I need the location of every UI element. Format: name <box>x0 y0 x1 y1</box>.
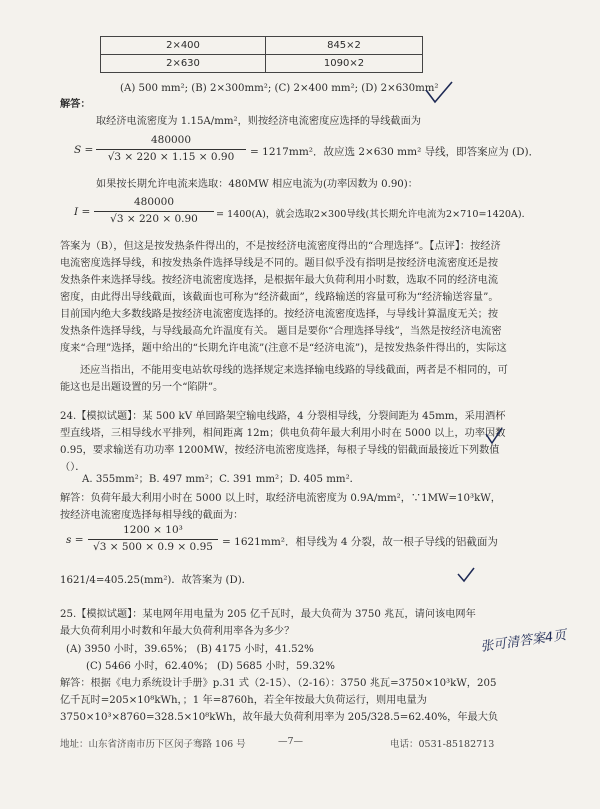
formula-result: = 1217mm²．故应选 2×630 mm² 导线，即答案应为 (D)． <box>250 146 540 158</box>
formula-result: = 1621mm²．相导线为 4 分裂，故一根子导线的铝截面为 <box>222 536 498 548</box>
table-row <box>101 37 423 55</box>
footer-phone: 电话：0531-85182713 <box>390 739 495 750</box>
answer-paragraph: 解答：根据《电力系统设计手册》p.31 式（2-15）、（2-16）：3750 兆瓦=3750×10³kW，205 亿千瓦时=205×10⁸kWh，；1 年=8760h，若全年按最大负荷运行，则用电量为 3750×10³×8760=328.5×10⁸kWh，故年最大负荷利用率为 205/328.5=62.40%，年最大负 <box>60 678 499 723</box>
formula-area <box>60 524 520 560</box>
checkmark-icon <box>484 426 504 446</box>
formula-area <box>60 196 532 232</box>
page-number: —7— <box>278 736 304 747</box>
formula-numerator: 480000 <box>133 196 175 208</box>
answer-label: 解答： <box>60 98 91 110</box>
formula-result: = 1400(A)，就会选取2×300导线(其长期允许电流为2×710=1420A)． <box>216 209 532 220</box>
formula-lhs: S = <box>74 144 94 156</box>
answer-paragraph: 解答：负荷年最大利用小时在 5000 以上时，取经济电流密度为 0.9A/mm²，∵1MW=10³kW，按经济电流密度选择每相导线的截面为： <box>60 493 501 521</box>
question-options: (C) 5466 小时，62.40%； (D) 5685 小时，59.32% <box>86 661 335 672</box>
question-options: (A) 500 mm²; (B) 2×300mm²; (C) 2×400 mm²; (D) 2×630mm² <box>120 83 439 94</box>
commentary-paragraph: 答案为（B），但这是按发热条件得出的，不是按经济电流密度得出的“合理选择”。【点评】：按经济电流密度选择导线，和按发热条件选择导线是不同的。题目似乎没有指明是按经济电流密度还是按发热条件来选择导线。按经济电流密度选择，是根据年最大负荷利用小时数，选取不同的经济电流密度，由此得出导线截面，该截面也可称为“经济截面”，线路输送的容量可称为“经济输送容量”。目前国内绝大多数线路是按经济电流密度选择的。按经济电流密度选择，与导线计算温度无关；按发热条件选择导线，与导线最高允许温度有关。 题目是要你“合理选择导线”，当然是按经济电流密度来“合理”选择，题中给出的“长期允许电流”(注意不是“经济电流”)，是按发热条件得出的，实际这 <box>60 241 507 354</box>
formula-numerator: 1200 × 10³ <box>123 524 183 536</box>
answer-conclusion: 1621/4=405.25(mm²)．故答案为 (D)． <box>60 575 252 586</box>
question-25-heading: 25.【模拟试题】：某电网年用电量为 205 亿千瓦时，最大负荷为 3750 兆瓦，请问该电网年最大负荷利用小时数和年最大负荷利用率各为多少？ <box>60 609 476 637</box>
formula-area <box>60 134 540 170</box>
table-cell-section: 2×400 <box>101 37 266 55</box>
table-cell-ampacity: 1090×2 <box>266 55 423 73</box>
footer-address: 地址：山东省济南市历下区闵子骞路 106 号 <box>60 739 246 750</box>
table-cell-section: 2×630 <box>101 55 266 73</box>
question-options: (A) 3950 小时，39.65%； (B) 4175 小时，41.52% <box>66 644 314 655</box>
fraction-bar <box>88 539 218 540</box>
table-row <box>101 55 423 73</box>
formula-lhs: I = <box>74 206 91 218</box>
question-options: A. 355mm²；B. 497 mm²；C. 391 mm²；D. 405 mm²． <box>82 474 360 485</box>
question-24-heading: 24.【模拟试题】：某 500 kV 单回路架空输电线路，4 分裂相导线，分裂间距为 45mm，采用酒杯型直线塔，三相导线水平排列，相间距离 12m；供电负荷年最大利用小时在 5000 以上，功率因数 0.95，要求输送有功功率 1200MW，按经济电流密度选择，每根子导线的铝截面最接近下列数值（）． <box>60 411 506 473</box>
answer-line: 如果按长期允许电流来选取：480MW 相应电流为(功率因数为 0.90)： <box>96 179 418 190</box>
formula-numerator: 480000 <box>150 134 192 146</box>
formula-denominator: √3 × 220 × 0.90 <box>110 213 198 225</box>
formula-lhs: s = <box>66 534 84 546</box>
formula-denominator: √3 × 500 × 0.9 × 0.95 <box>93 541 213 553</box>
handwritten-note: 张可清答案4页 <box>479 628 568 655</box>
checkmark-icon <box>456 566 476 584</box>
formula-denominator: √3 × 220 × 1.15 × 0.90 <box>107 151 235 163</box>
fraction-bar <box>96 149 246 150</box>
checkmark-icon <box>424 80 454 106</box>
conductor-table <box>100 36 423 73</box>
answer-line: 取经济电流密度为 1.15A/mm²，则按经济电流密度应选择的导线截面为 <box>96 116 421 127</box>
commentary-paragraph: 还应当指出，不能用变电站软母线的选择规定来选择输电线路的导线截面，两者是不相同的，可能这也是出题设置的另一个“陷阱”。 <box>60 365 508 393</box>
fraction-bar <box>94 211 214 212</box>
table-cell-ampacity: 845×2 <box>266 37 423 55</box>
